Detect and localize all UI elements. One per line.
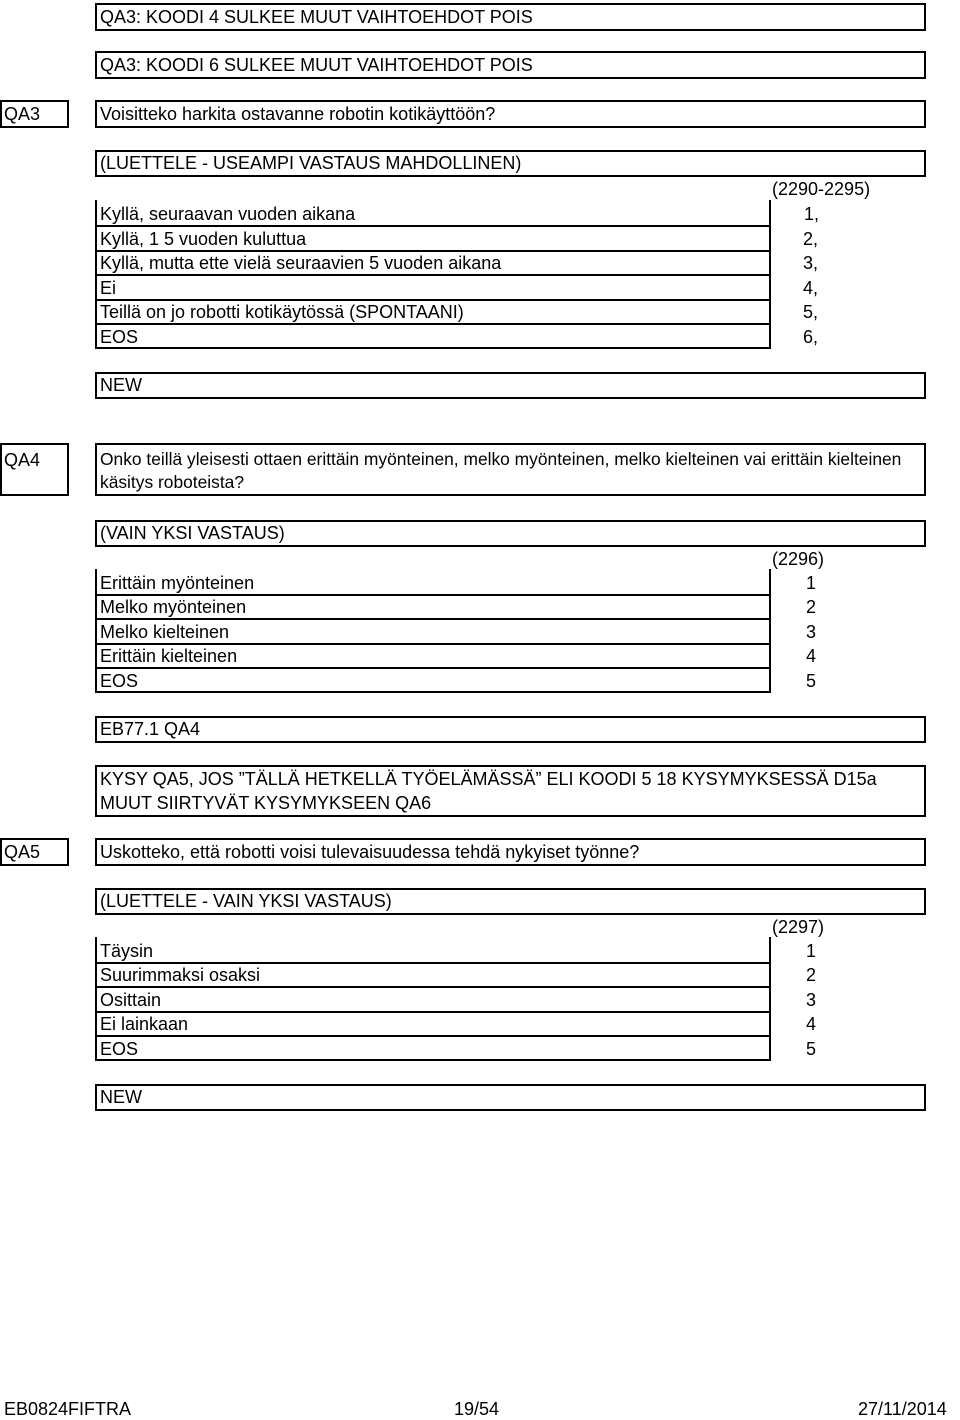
qa3-option-label: Kyllä, mutta ette vielä seuraavien 5 vuoden aikana [100,253,502,273]
qa5-option-code: 2 [806,965,817,985]
qa3-option-6-line [95,347,771,349]
qa4-options-left [95,569,97,693]
qa5-option-code: 4 [806,1014,817,1034]
qa4-option-label: Melko kielteinen [100,622,230,642]
qa4-tag: EB77.1 QA4 [100,719,201,739]
header-note-2: QA3: KOODI 6 SULKEE MUUT VAIHTOEHDOT POIS [100,55,533,75]
qa5-line [95,1059,771,1061]
qa4-option-label: EOS [100,671,139,691]
qa3-question: Voisitteko harkita ostavanne robotin kotikäyttöön? [100,104,496,124]
qa4-option-code: 3 [806,622,817,642]
qa3-option-code: 1, [804,204,820,224]
qa3-option-code: 5, [803,302,819,322]
qa4-option-label: Erittäin kielteinen [100,646,238,666]
qa5-option-code: 1 [806,941,817,961]
qa5-option-label: Täysin [100,941,154,961]
qa3-tag-box [95,372,926,399]
qa3-option-label: Kyllä, seuraavan vuoden aikana [100,204,356,224]
qa3-option-code: 3, [803,253,819,273]
qa4-instruction: (VAIN YKSI VASTAUS) [100,523,285,543]
qa4-line [95,691,771,693]
qa3-option-label: Teillä on jo robotti kotikäytössä (SPONTAANI) [100,302,464,322]
qa5-columns: (2297) [772,917,825,937]
qa5-line [95,986,771,988]
qa5-option-label: Ei lainkaan [100,1014,189,1034]
qa5-instruction: (LUETTELE - VAIN YKSI VASTAUS) [100,891,392,911]
qa3-option-label: Kyllä, 1 5 vuoden kuluttua [100,229,307,249]
qa5-option-label: EOS [100,1039,139,1059]
qa4-columns: (2296) [772,549,825,569]
qa3-columns: (2290-2295) [772,179,871,199]
qa4-line [95,618,771,620]
qa5-id: QA5 [4,842,41,862]
qa3-option-label: EOS [100,327,139,347]
qa4-option-code: 2 [806,597,817,617]
qa3-option-code: 4, [803,278,819,298]
qa3-option-code: 2, [803,229,819,249]
qa5-line [95,1011,771,1013]
qa5-tag-box [95,1084,926,1111]
filter-note: KYSY QA5, JOS ”TÄLLÄ HETKELLÄ TYÖELÄMÄSSÄ” ELI KOODI 5 18 KYSYMYKSESSÄ D15a MUUT SIIRTYVÄT KYSYMYKSEEN QA6 [100,769,877,813]
qa5-option-code: 5 [806,1039,817,1059]
qa3-id: QA3 [4,104,41,124]
qa5-option-label: Suurimmaksi osaksi [100,965,261,985]
qa4-option-code: 4 [806,646,817,666]
qa4-option-label: Melko myönteinen [100,597,247,617]
qa5-line [95,1035,771,1037]
qa5-question: Uskotteko, että robotti voisi tulevaisuudessa tehdä nykyiset työnne? [100,842,640,862]
qa3-option-code: 6, [803,327,819,347]
qa4-option-code: 5 [806,671,817,691]
qa5-option-label: Osittain [100,990,162,1010]
qa4-option-label: Erittäin myönteinen [100,573,255,593]
qa5-option-code: 3 [806,990,817,1010]
footer-doc-id: EB0824FIFTRA [4,1399,132,1419]
qa3-option-5-line [95,323,771,325]
qa3-option-1-line [95,225,771,227]
qa4-question: Onko teillä yleisesti ottaen erittäin myönteinen, melko myönteinen, melko kielteinen vai erittäin kielteinen käsitys roboteista? [100,449,902,492]
footer-page-number: 19/54 [454,1399,500,1419]
qa4-tag-box [95,716,926,743]
qa3-tag: NEW [100,375,142,395]
qa4-line [95,667,771,669]
qa3-option-3-line [95,274,771,276]
qa3-option-label: Ei [100,278,117,298]
header-note-1: QA3: KOODI 4 SULKEE MUUT VAIHTOEHDOT POIS [100,7,533,27]
qa4-option-code: 1 [806,573,817,593]
qa5-tag: NEW [100,1087,142,1107]
footer-date: 27/11/2014 [858,1399,947,1419]
qa4-id: QA4 [4,450,41,470]
qa4-options-right [769,569,771,693]
qa3-instruction: (LUETTELE - USEAMPI VASTAUS MAHDOLLINEN) [100,153,522,173]
qa3-options-right [769,200,771,349]
qa5-options-right [769,937,771,1061]
qa5-options-left [95,937,97,1061]
